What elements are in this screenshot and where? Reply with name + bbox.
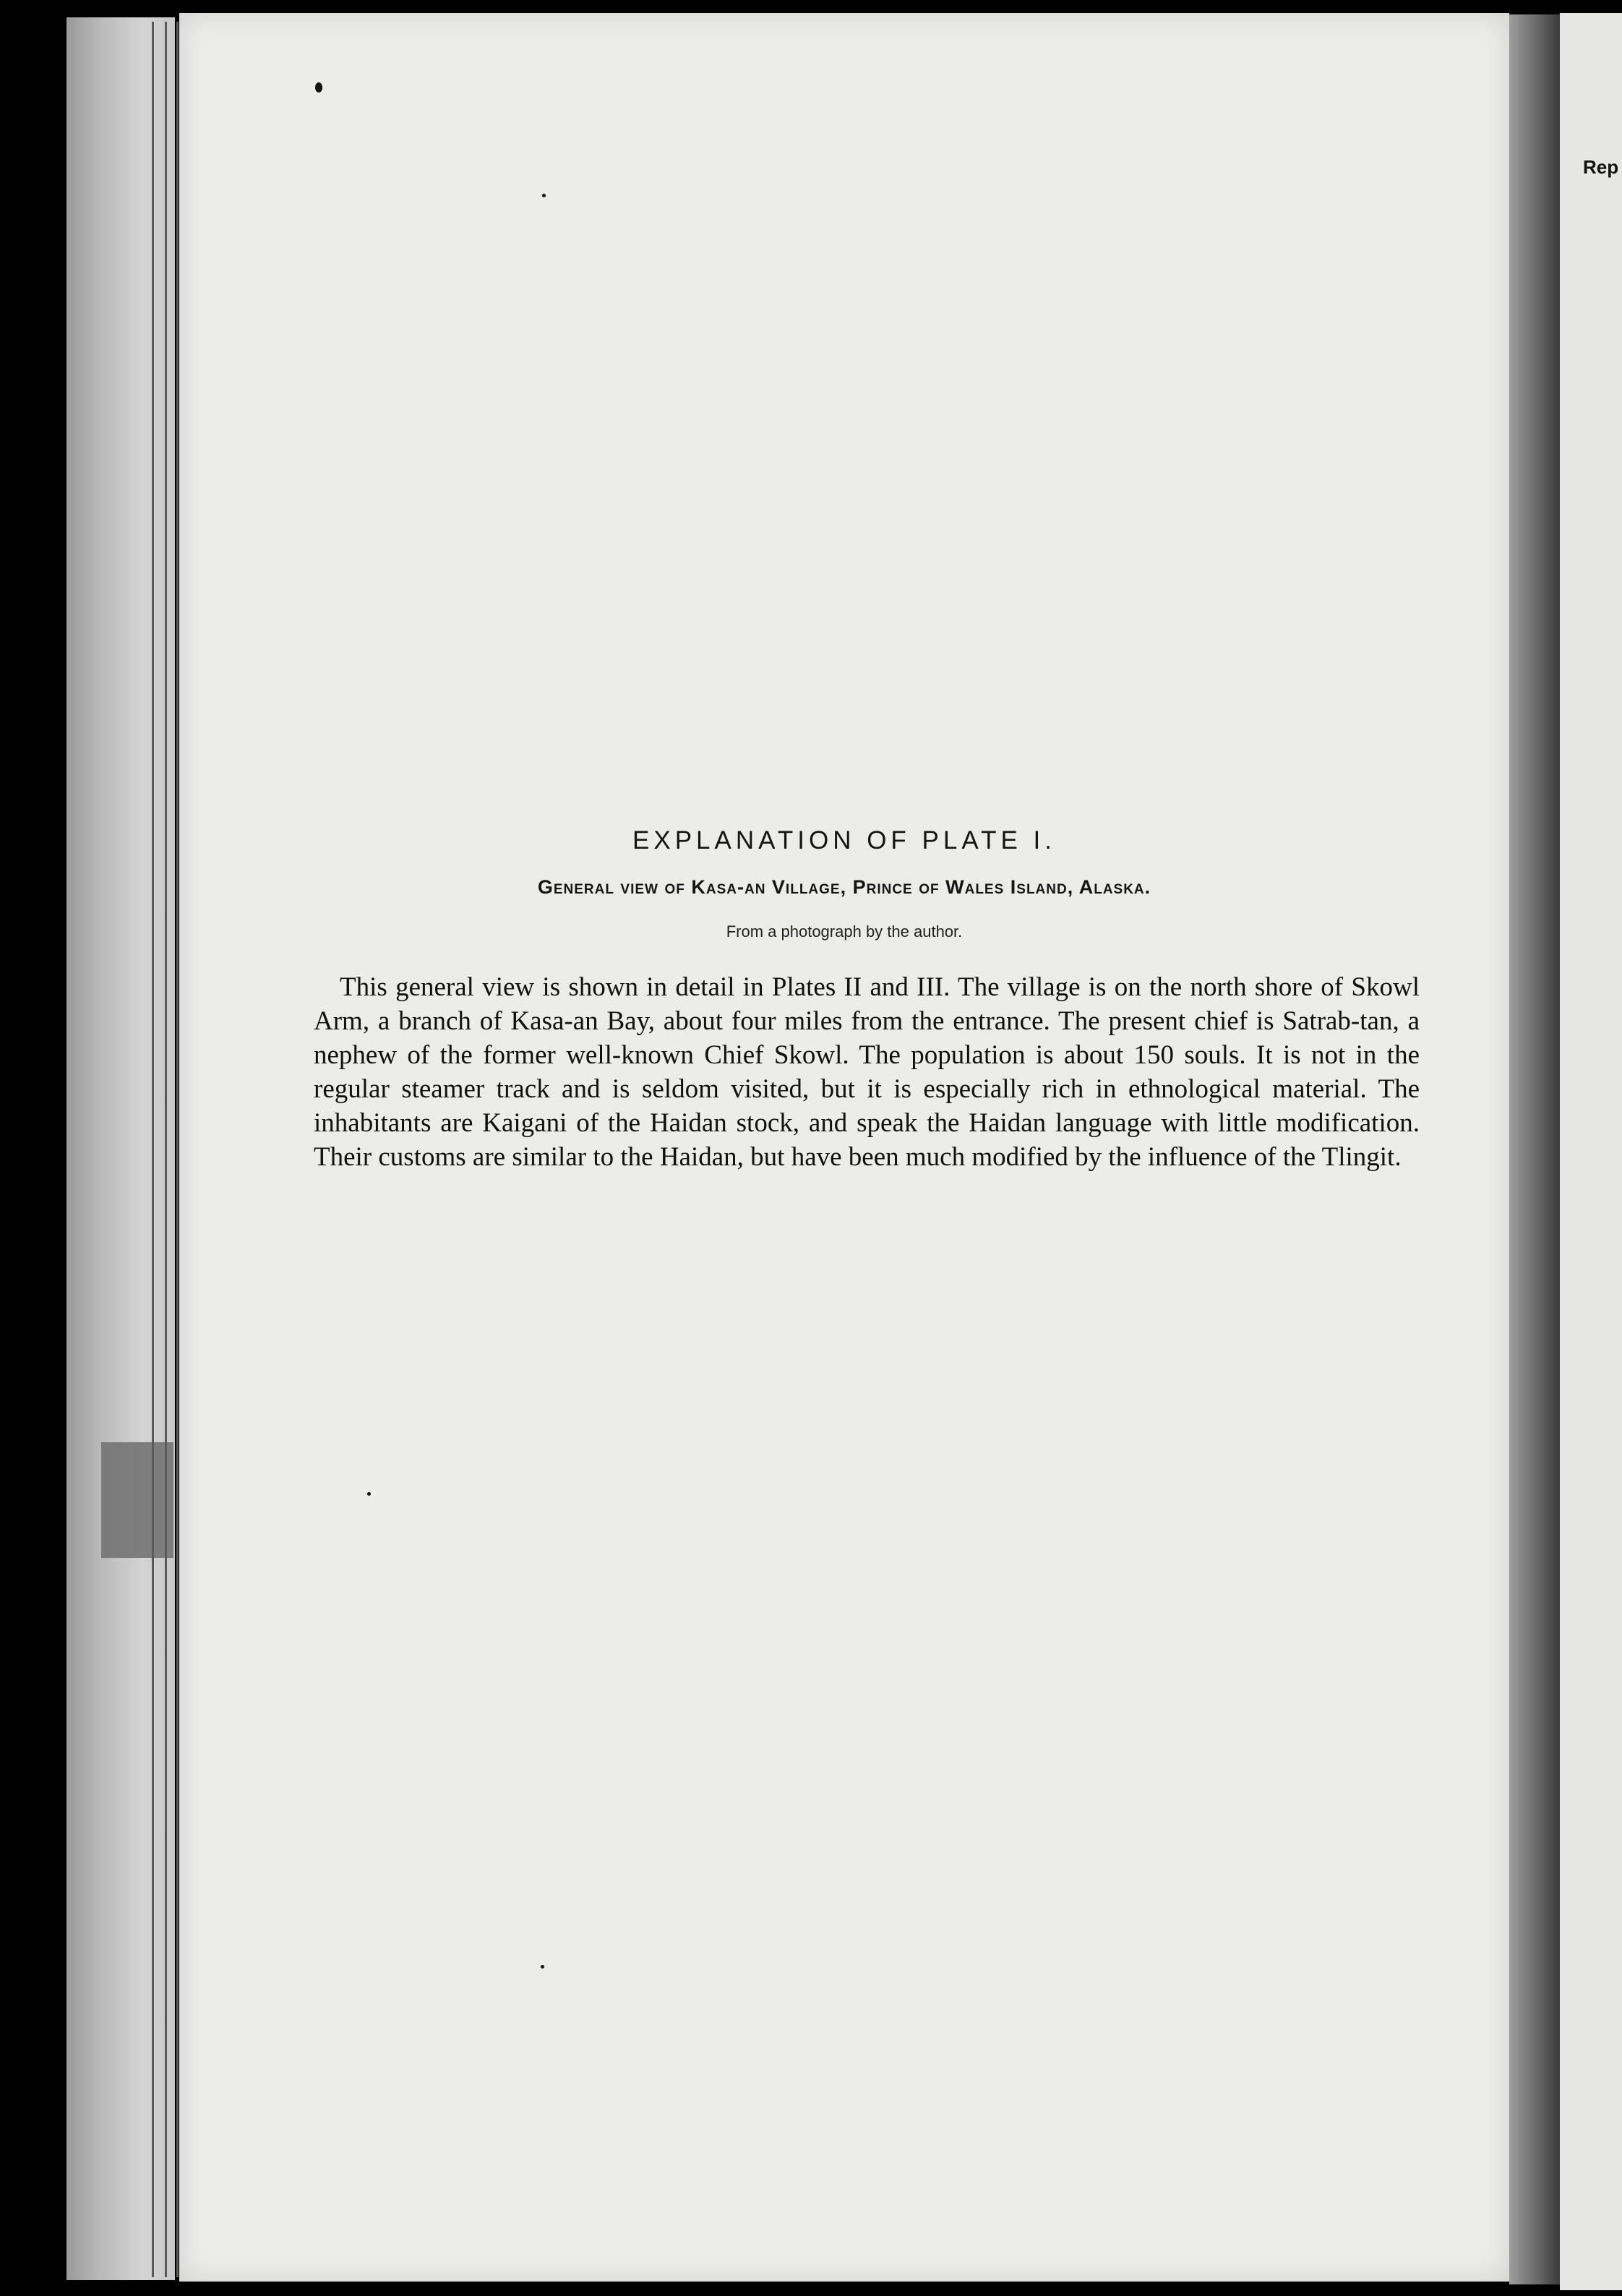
binding-gutter (66, 17, 175, 2280)
next-page-fragment: Rep (1583, 156, 1619, 178)
plate-subtitle: General view of Kasa-an Village, Prince of Wales Island, Alaska. (537, 876, 1151, 898)
plate-title: EXPLANATION OF PLATE I. (632, 826, 1056, 854)
photo-credit: From a photograph by the author. (726, 922, 963, 941)
page-edge-line (165, 22, 167, 2277)
page-fold-shadow (1509, 14, 1560, 2284)
ink-speck (315, 82, 322, 93)
ink-speck (367, 1492, 371, 1496)
binding-tape (101, 1442, 173, 1558)
ink-speck (541, 1965, 544, 1969)
plate-description: This general view is shown in detail in Plates II and III. The village is on the north shore of Skowl Arm, a branch of Kasa-an Bay, about four miles from the entrance. The present chief is Satrab-tan, a nephew of the former well-known Chief Skowl. The population is about 150 souls. It is not in the regular steamer track and is seldom visited, but it is especially rich in ethnological material. The inhabitants are Kaigani of the Haidan stock, and speak the Haidan language with little modification. Their customs are similar to the Haidan, but have been much modified by the influence of the Tlingit. (314, 972, 1420, 1172)
page-edge-line (176, 22, 179, 2277)
next-page-edge (1560, 13, 1622, 2290)
ink-speck (542, 194, 546, 197)
page-edge-line (152, 22, 154, 2277)
